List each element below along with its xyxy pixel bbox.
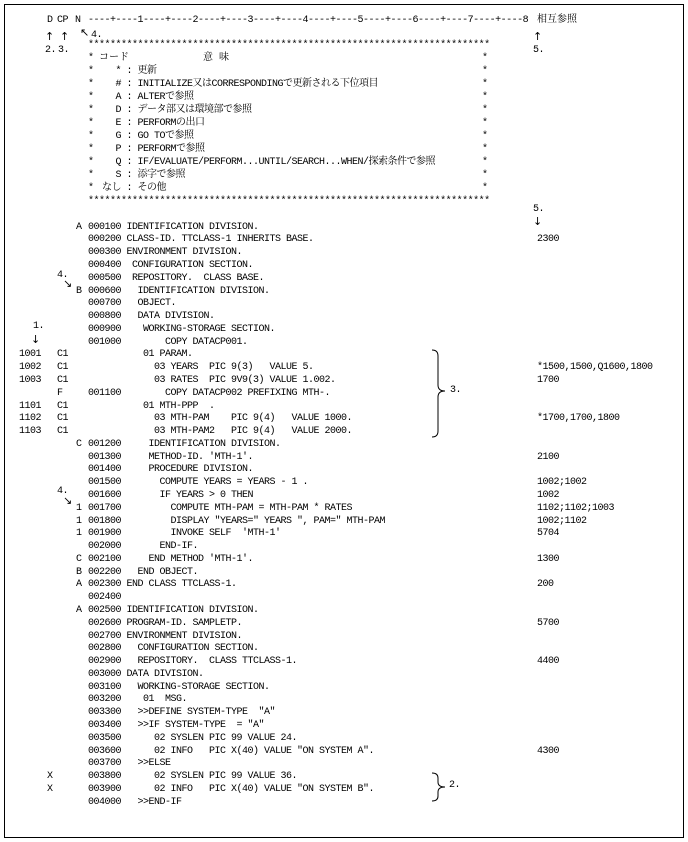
source-text: METHOD-ID. 'MTH-1'. xyxy=(126,451,254,463)
nest-level: 1 xyxy=(76,502,82,514)
listing-line xyxy=(0,669,688,682)
listing-line xyxy=(0,375,688,388)
legend-heading-meaning: 意 味 xyxy=(203,52,230,64)
sequence-number: 002500 xyxy=(88,605,122,616)
cross-reference: 1002;1102 xyxy=(537,515,587,527)
sequence-number: 001100 xyxy=(88,387,122,399)
listing-line xyxy=(0,528,688,541)
listing-line xyxy=(0,298,688,311)
xref-up-arrow-icon: ↑ xyxy=(533,30,543,43)
sequence-number: 000900 xyxy=(88,323,122,335)
cross-reference: 1002 xyxy=(537,489,560,501)
conditional-exclude-flag: X xyxy=(47,783,53,795)
source-text: WORKING-STORAGE SECTION. xyxy=(126,323,276,335)
source-text: REPOSITORY. CLASS BASE. xyxy=(126,272,265,284)
legend-separator: : xyxy=(126,91,133,103)
cross-reference: 200 xyxy=(537,579,554,591)
source-text: >>DEFINE SYSTEM-TYPE "A" xyxy=(126,707,276,719)
legend-separator: : xyxy=(126,117,133,129)
listing-line xyxy=(0,720,688,733)
copy-line-number: 1002 xyxy=(19,362,42,374)
listing-line xyxy=(0,567,688,580)
nest-callout-label: 4. xyxy=(57,270,69,281)
sequence-number: 001500 xyxy=(88,477,122,489)
column-ruler: ----+----1----+----2----+----3----+----4----+----5----+----6----+----7----+----8 xyxy=(88,14,529,26)
source-text: OBJECT. xyxy=(126,298,177,310)
source-text: END CLASS TTCLASS-1. xyxy=(126,579,237,591)
legend-heading-code: コード xyxy=(99,52,129,64)
legend-edge-right: * xyxy=(482,143,488,155)
source-text: 02 INFO PIC X(40) VALUE "ON SYSTEM A". xyxy=(126,745,375,757)
source-text: IDENTIFICATION DIVISION. xyxy=(126,285,270,297)
listing-line xyxy=(0,464,688,477)
sequence-number: 002700 xyxy=(88,630,122,642)
sequence-number: 001400 xyxy=(88,464,122,476)
listing-line xyxy=(0,694,688,707)
cross-reference: 1002;1002 xyxy=(537,477,587,489)
listing-line xyxy=(0,579,688,592)
copy-line-number: 1101 xyxy=(19,400,42,412)
lineno-down-arrow-icon: ↓ xyxy=(31,333,41,346)
legend-edge-right: * xyxy=(482,91,488,103)
cross-reference: 1700 xyxy=(537,374,560,386)
sequence-number: 000200 xyxy=(88,234,122,246)
d-column-up-arrow-icon: ↑ xyxy=(45,30,55,43)
listing-line xyxy=(0,388,688,401)
legend-edge-left: * xyxy=(88,52,94,64)
cp-column-callout-label: 3. xyxy=(58,44,70,56)
legend-code: E xyxy=(115,117,121,129)
column-header-cp: CP xyxy=(57,14,69,26)
source-text: 02 SYSLEN PIC 99 VALUE 24. xyxy=(126,732,298,744)
listing-line xyxy=(0,273,688,286)
legend-meaning: 添字で参照 xyxy=(137,169,185,181)
source-text: CLASS-ID. TTCLASS-1 INHERITS BASE. xyxy=(126,234,314,246)
xref-down-arrow-icon: ↓ xyxy=(533,215,543,228)
nest-level: A xyxy=(76,605,82,616)
copy-line-number: 1103 xyxy=(19,426,42,438)
sequence-number: 003800 xyxy=(88,771,122,783)
listing-line xyxy=(0,413,688,426)
listing-line xyxy=(0,656,688,669)
legend-code: D xyxy=(115,104,121,116)
legend-edge-right: * xyxy=(482,52,488,64)
sequence-number: 003000 xyxy=(88,668,122,680)
legend-code: # xyxy=(115,78,121,90)
listing-line xyxy=(0,324,688,337)
n-column-callout-label: 4. xyxy=(91,30,103,41)
legend-meaning: ALTERで参照 xyxy=(137,91,194,103)
listing-line xyxy=(0,439,688,452)
copy-flag: C1 xyxy=(57,349,69,361)
n-column-diagonal-arrow-icon: ↖ xyxy=(80,26,90,39)
legend-separator: : xyxy=(126,65,133,77)
copy-line-number: 1102 xyxy=(19,413,42,425)
source-text: PROCEDURE DIVISION. xyxy=(126,464,254,476)
listing-line xyxy=(0,554,688,567)
column-header-xref: 相互参照 xyxy=(537,14,577,26)
cross-reference: 1102;1102;1003 xyxy=(537,502,615,514)
listing-line xyxy=(0,605,688,618)
source-text: IDENTIFICATION DIVISION. xyxy=(126,605,259,616)
sequence-number: 003600 xyxy=(88,745,122,757)
source-text: END-IF. xyxy=(126,541,199,553)
nest-callout-label: 4. xyxy=(57,486,69,497)
sequence-number: 000800 xyxy=(88,311,122,323)
column-header-n: N xyxy=(75,14,81,26)
legend-meaning: GO TOで参照 xyxy=(137,130,194,142)
legend-separator: : xyxy=(126,182,133,194)
listing-line xyxy=(0,592,688,605)
source-text: WORKING-STORAGE SECTION. xyxy=(126,681,270,693)
copy-flag: F xyxy=(57,387,63,399)
source-text: PROGRAM-ID. SAMPLETP. xyxy=(126,617,243,629)
source-text: >>ELSE xyxy=(126,758,171,770)
listing-line xyxy=(0,771,688,784)
source-text: REPOSITORY. CLASS TTCLASS-1. xyxy=(126,656,298,668)
listing-line xyxy=(0,758,688,771)
sequence-number: 003700 xyxy=(88,758,122,770)
legend-edge-right: * xyxy=(482,182,488,194)
copy-line-number: 1001 xyxy=(19,349,42,361)
legend-edge-left: * xyxy=(88,65,94,77)
listing-line xyxy=(0,618,688,631)
source-text: IDENTIFICATION DIVISION. xyxy=(126,438,281,450)
legend-code: * xyxy=(115,65,121,77)
legend-edge-right: * xyxy=(482,169,488,181)
legend-edge-left: * xyxy=(88,169,94,181)
sequence-number: 001700 xyxy=(88,502,122,514)
sequence-number: 000100 xyxy=(88,221,122,233)
sequence-number: 002200 xyxy=(88,566,122,578)
legend-meaning: IF/EVALUATE/PERFORM...UNTIL/SEARCH...WHEN/探索条件で参照 xyxy=(137,156,436,168)
legend-edge-left: * xyxy=(88,104,94,116)
legend-border-line: ************************************************************************* xyxy=(88,39,490,51)
sequence-number: 001600 xyxy=(88,489,122,501)
cross-reference: 1300 xyxy=(537,553,560,565)
lineno-callout-label: 1. xyxy=(33,320,45,332)
listing-line xyxy=(0,452,688,465)
sequence-number: 003900 xyxy=(88,783,122,795)
source-text: DATA DIVISION. xyxy=(126,668,204,680)
nest-level: 1 xyxy=(76,515,82,527)
d-column-callout-label: 2. xyxy=(45,44,57,56)
sequence-number: 003500 xyxy=(88,732,122,744)
sequence-number: 000500 xyxy=(88,272,122,284)
legend-separator: : xyxy=(126,169,133,181)
source-text: 03 MTH-PAM2 PIC 9(4) VALUE 2000. xyxy=(126,426,353,438)
sequence-number: 000700 xyxy=(88,298,122,310)
legend-meaning: その他 xyxy=(137,182,166,194)
legend-meaning: データ部又は環境部で参照 xyxy=(137,104,252,116)
listing-line xyxy=(0,541,688,554)
listing-line xyxy=(0,426,688,439)
cross-reference: *1700,1700,1800 xyxy=(537,413,620,425)
legend-code: Q xyxy=(115,156,121,168)
sequence-number: 002100 xyxy=(88,553,122,565)
source-text: 03 YEARS PIC 9(3) VALUE 5. xyxy=(126,362,314,374)
source-text: COMPUTE YEARS = YEARS - 1 . xyxy=(126,477,309,489)
cross-reference: 2300 xyxy=(537,234,560,246)
source-text: DISPLAY "YEARS=" YEARS ", PAM=" MTH-PAM xyxy=(126,515,386,527)
legend-meaning: PERFORMの出口 xyxy=(137,117,205,129)
legend-separator: : xyxy=(126,104,133,116)
listing-line xyxy=(0,362,688,375)
source-text: IF YEARS > 0 THEN xyxy=(126,489,254,501)
legend-separator: : xyxy=(126,78,133,90)
legend-meaning: INITIALIZE又はCORRESPONDINGで更新される下位項目 xyxy=(137,78,379,90)
listing-line xyxy=(0,643,688,656)
legend-separator: : xyxy=(126,143,133,155)
legend-edge-left: * xyxy=(88,91,94,103)
copy-line-number: 1003 xyxy=(19,374,42,386)
copy-flag: C1 xyxy=(57,362,69,374)
sequence-number: 003100 xyxy=(88,681,122,693)
cross-reference: 2100 xyxy=(537,451,560,463)
xref-callout-label-top: 5. xyxy=(533,44,545,56)
legend-separator: : xyxy=(126,156,133,168)
legend-edge-left: * xyxy=(88,182,94,194)
nest-level: C xyxy=(76,553,82,565)
listing-line xyxy=(0,490,688,503)
source-text: >>END-IF xyxy=(126,796,182,808)
listing-line xyxy=(0,631,688,644)
source-text: COPY DATACP001. xyxy=(126,336,248,348)
legend-meaning: 更新 xyxy=(137,65,157,77)
legend-edge-right: * xyxy=(482,117,488,129)
listing-line xyxy=(0,337,688,350)
legend-border-line: ************************************************************************* xyxy=(88,195,490,207)
source-text: CONFIGURATION SECTION. xyxy=(126,643,259,655)
sequence-number: 003300 xyxy=(88,707,122,719)
legend-edge-right: * xyxy=(482,104,488,116)
source-text: 01 PARAM. xyxy=(126,349,193,361)
cp-column-up-arrow-icon: ↑ xyxy=(60,30,70,43)
source-text: COMPUTE MTH-PAM = MTH-PAM * RATES xyxy=(126,502,353,514)
sequence-number: 002900 xyxy=(88,656,122,668)
source-text: END OBJECT. xyxy=(126,566,199,578)
legend-edge-left: * xyxy=(88,78,94,90)
legend-edge-right: * xyxy=(482,156,488,168)
column-header-d: D xyxy=(47,14,53,26)
sequence-number: 002800 xyxy=(88,643,122,655)
cross-reference: *1500,1500,Q1600,1800 xyxy=(537,362,653,374)
source-text: 02 INFO PIC X(40) VALUE "ON SYSTEM B". xyxy=(126,783,375,795)
sequence-number: 002600 xyxy=(88,617,122,629)
listing-line xyxy=(0,401,688,414)
sequence-number: 000600 xyxy=(88,285,122,297)
copy-flag: C1 xyxy=(57,426,69,438)
listing-line xyxy=(0,746,688,759)
legend-edge-right: * xyxy=(482,130,488,142)
sequence-number: 003400 xyxy=(88,720,122,732)
source-text: 01 MTH-PPP . xyxy=(126,400,215,412)
listing-line xyxy=(0,477,688,490)
copy-flag: C1 xyxy=(57,374,69,386)
listing-line xyxy=(0,707,688,720)
listing-line xyxy=(0,222,688,235)
cross-reference: 4300 xyxy=(537,745,560,757)
nest-level: B xyxy=(76,285,82,297)
copy-flag: C1 xyxy=(57,413,69,425)
nest-level: A xyxy=(76,579,82,591)
nest-level: B xyxy=(76,566,82,578)
source-text: >>IF SYSTEM-TYPE = "A" xyxy=(126,720,265,732)
cross-reference: 4400 xyxy=(537,656,560,668)
listing-line xyxy=(0,311,688,324)
legend-edge-left: * xyxy=(88,143,94,155)
nest-diagonal-arrow-icon: ↘ xyxy=(63,277,73,290)
sequence-number: 003200 xyxy=(88,694,122,706)
nest-level: C xyxy=(76,438,82,450)
source-text: 03 MTH-PAM PIC 9(4) VALUE 1000. xyxy=(126,413,353,425)
sequence-number: 001900 xyxy=(88,528,122,540)
nest-level: 1 xyxy=(76,528,82,540)
legend-code: A xyxy=(115,91,121,103)
listing-line xyxy=(0,797,688,810)
listing-line xyxy=(0,260,688,273)
source-text: 03 RATES PIC 9V9(3) VALUE 1.002. xyxy=(126,374,336,386)
sequence-number: 002000 xyxy=(88,541,122,553)
source-text: COPY DATACP002 PREFIXING MTH-. xyxy=(126,387,331,399)
sequence-number: 001000 xyxy=(88,336,122,348)
listing-line xyxy=(0,503,688,516)
legend-edge-left: * xyxy=(88,156,94,168)
source-text: CONFIGURATION SECTION. xyxy=(126,259,254,271)
legend-code: G xyxy=(115,130,121,142)
source-text: 02 SYSLEN PIC 99 VALUE 36. xyxy=(126,771,298,783)
listing-line xyxy=(0,784,688,797)
source-text: INVOKE SELF 'MTH-1' xyxy=(126,528,281,540)
legend-code: P xyxy=(115,143,121,155)
source-text: END METHOD 'MTH-1'. xyxy=(126,553,254,565)
nest-level: A xyxy=(76,221,82,233)
legend-edge-left: * xyxy=(88,130,94,142)
legend-meaning: PERFORMで参照 xyxy=(137,143,205,155)
sequence-number: 001300 xyxy=(88,451,122,463)
legend-code: なし xyxy=(102,182,121,194)
cross-reference: 5700 xyxy=(537,617,560,629)
listing-line xyxy=(0,234,688,247)
sequence-number: 001800 xyxy=(88,515,122,527)
source-text: IDENTIFICATION DIVISION. xyxy=(126,221,259,233)
cross-reference: 5704 xyxy=(537,528,560,540)
legend-code: S xyxy=(115,169,121,181)
sequence-number: 002300 xyxy=(88,579,122,591)
sequence-number: 000400 xyxy=(88,259,122,271)
copy-flag: C1 xyxy=(57,400,69,412)
source-text: 01 MSG. xyxy=(126,694,188,706)
listing-line xyxy=(0,682,688,695)
source-text: DATA DIVISION. xyxy=(126,311,215,323)
sequence-number: 004000 xyxy=(88,796,122,808)
copy-brace-label: 3. xyxy=(450,384,462,396)
conditional-brace-label: 2. xyxy=(449,780,461,791)
sequence-number: 002400 xyxy=(88,592,122,604)
listing-line xyxy=(0,349,688,362)
legend-edge-right: * xyxy=(482,78,488,90)
nest-diagonal-arrow-icon: ↘ xyxy=(63,494,73,507)
source-text: ENVIRONMENT DIVISION. xyxy=(126,247,243,259)
sequence-number: 001200 xyxy=(88,438,122,450)
legend-edge-left: * xyxy=(88,117,94,129)
listing-line xyxy=(0,247,688,260)
conditional-exclude-flag: X xyxy=(47,771,53,783)
source-text: ENVIRONMENT DIVISION. xyxy=(126,630,243,642)
xref-callout-label-mid: 5. xyxy=(533,203,545,215)
legend-edge-right: * xyxy=(482,65,488,77)
legend-separator: : xyxy=(126,130,133,142)
listing-line xyxy=(0,286,688,299)
sequence-number: 000300 xyxy=(88,247,122,259)
listing-line xyxy=(0,733,688,746)
listing-line xyxy=(0,516,688,529)
